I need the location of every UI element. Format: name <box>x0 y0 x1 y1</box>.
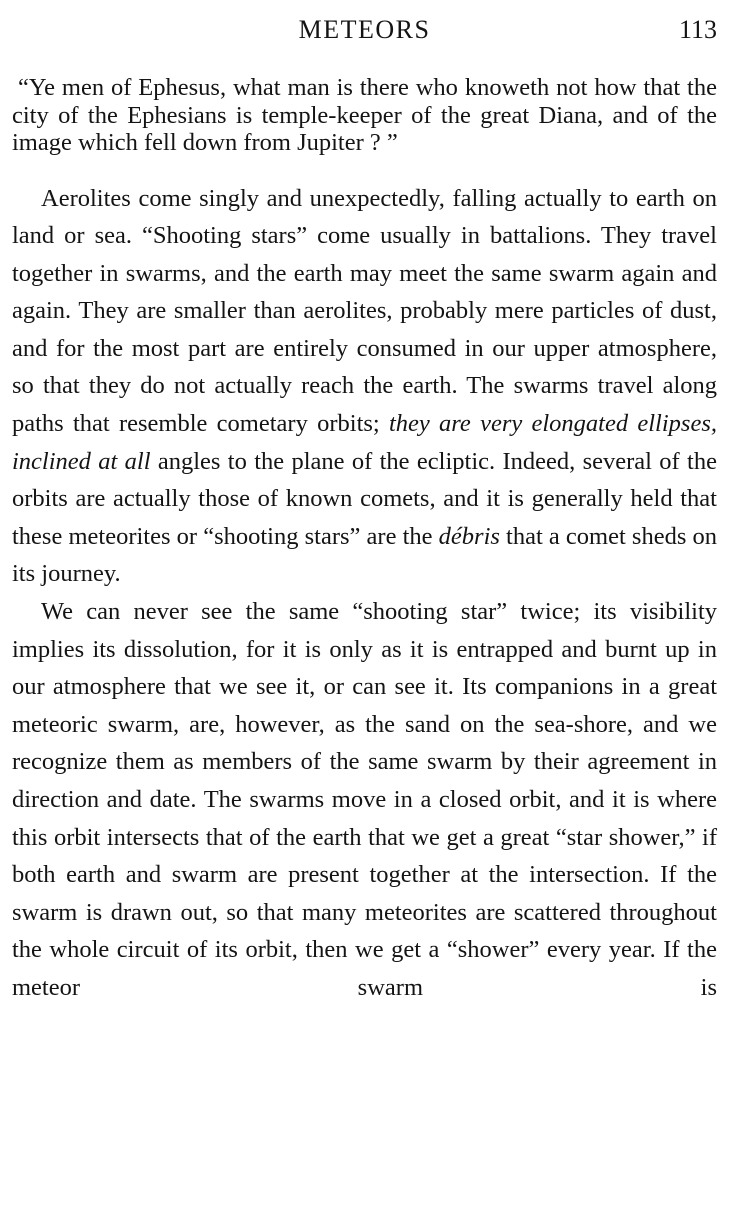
paragraph-aerolites-text-3: that a comet sheds on its journey. <box>12 522 718 588</box>
paragraph-aerolites-italic-run: they are very elongated ellipses, inclined at all <box>12 410 717 475</box>
paragraph-shooting-star: We can never see the same “shooting star” twice; its visibility implies its dissolution, for it is only as it is entrapped and burnt up in our atmosphere that we see it, or can see it. Its companions in a great meteoric swarm, are, however, as the sand on the sea-shore, and we recognize them as members of the same swarm by their agreement in direction and date. The swarms move in a closed orbit, and it is where this orbit intersects that of the earth that we get a great “star shower,” if both earth and swarm are present together at the intersection. If the swarm is drawn out, so that many meteorites are scattered throughout the whole circuit of its orbit, then we get a “shower” every year. If the meteor swarm is <box>12 598 717 1001</box>
paragraph-aerolites-text-1: Aerolites come singly and unexpectedly, falling actually to earth on land or sea. “Shooting stars” come usually in battalions. They travel together in swarms, and the earth may meet the same swarm again and again. They are smaller than aerolites, probably mere particles of dust, and for the most part are entirely consumed in our upper atmosphere, so that they do not actually reach the earth. The swarms travel along paths that resemble cometary orbits; <box>12 184 717 438</box>
running-head <box>12 0 717 62</box>
book-page <box>12 0 717 1007</box>
running-title: METEORS <box>298 15 431 44</box>
paragraph-aerolites-italic-word: débris <box>438 522 500 550</box>
paragraph-aerolites-text-2: angles to the plane of the ecliptic. Indeed, several of the orbits are actually those of known comets, and it is generally held that these meteorites or “shooting stars” are the <box>12 447 717 550</box>
epigraph-quote: “Ye men of Ephesus, what man is there who knoweth not how that the city of the Ephesians is temple-keeper of the great Diana, and of the image which fell down from Jupiter ? ” <box>12 74 717 156</box>
paragraph-aerolites <box>12 180 717 594</box>
page-number: 113 <box>678 15 717 44</box>
